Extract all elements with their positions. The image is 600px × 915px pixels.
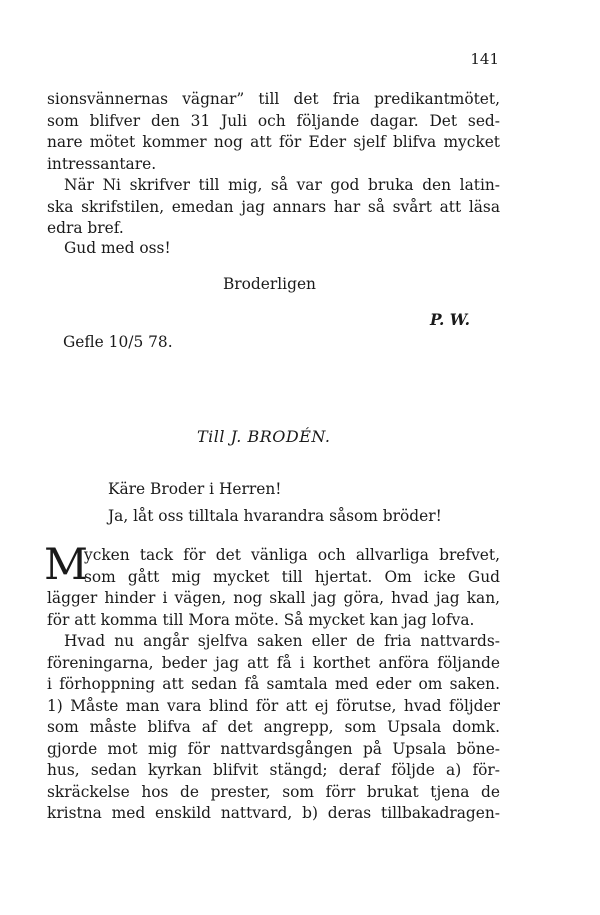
text-line: för att komma till Mora möte. Så mycket kan jag lofva. [47, 610, 475, 629]
text-line: sionsvännernas vägnar” till det fria predikantmötet, [47, 90, 500, 108]
text-line: skräckelse hos de prester, som förr brukat tjena de [47, 782, 500, 801]
salutation-reply: Ja, låt oss tilltala hvarandra såsom bröder! [108, 507, 442, 525]
paragraph-4 [47, 631, 500, 825]
paragraph-3 [47, 545, 500, 631]
text-line: kristna med enskild nattvard, b) deras tillbakadragen- [47, 804, 500, 822]
text-line: hus, sedan kyrkan blifvit stängd; deraf följde a) för- [47, 761, 500, 779]
signature: P. W. [430, 311, 470, 329]
text-line: lägger hinder i vägen, nog skall jag göra, hvad jag kan, [47, 589, 500, 607]
text-line: som blifver den 31 Juli och följande dagar. Det sed- [47, 111, 500, 130]
paragraph-2 [47, 175, 500, 240]
blessing-line: Gud med oss! [64, 239, 171, 257]
page-number: 141 [470, 50, 499, 68]
letter-heading: Till J. BRODÉN. [197, 427, 331, 446]
text-line: När Ni skrifver till mig, så var god bruka den latin- [64, 176, 500, 194]
text-line: Hvad nu angår sjelfva saken eller de fria nattvards- [64, 632, 500, 650]
salutation: Käre Broder i Herren! [108, 480, 282, 498]
text-line: ycken tack för det vänliga och allvarliga brefvet, [84, 546, 500, 564]
closing-line: Broderligen [223, 275, 316, 293]
text-line: gjorde mot mig för nattvardsgången på Upsala böne- [47, 739, 500, 758]
text-line: 1) Måste man vara blind för att ej förutse, hvad följder [47, 696, 500, 715]
drop-cap: M [44, 540, 89, 590]
text-line: ska skrifstilen, emedan jag annars har så svårt att läsa [47, 197, 500, 216]
text-line: intressantare. [47, 154, 157, 173]
text-line: som gått mig mycket till hjertat. Om icke Gud [84, 567, 500, 586]
text-line: edra bref. [47, 219, 124, 237]
text-line: som måste blifva af det angrepp, som Upsala domk. [47, 718, 500, 736]
place-date: Gefle 10/5 78. [63, 333, 173, 351]
text-line: nare mötet kommer nog att för Eder sjelf blifva mycket [47, 133, 500, 151]
paragraph-1 [47, 89, 500, 175]
text-line: i förhoppning att sedan få samtala med eder om saken. [47, 675, 500, 693]
text-line: föreningarna, beder jag att få i korthet anföra följande [47, 653, 500, 672]
